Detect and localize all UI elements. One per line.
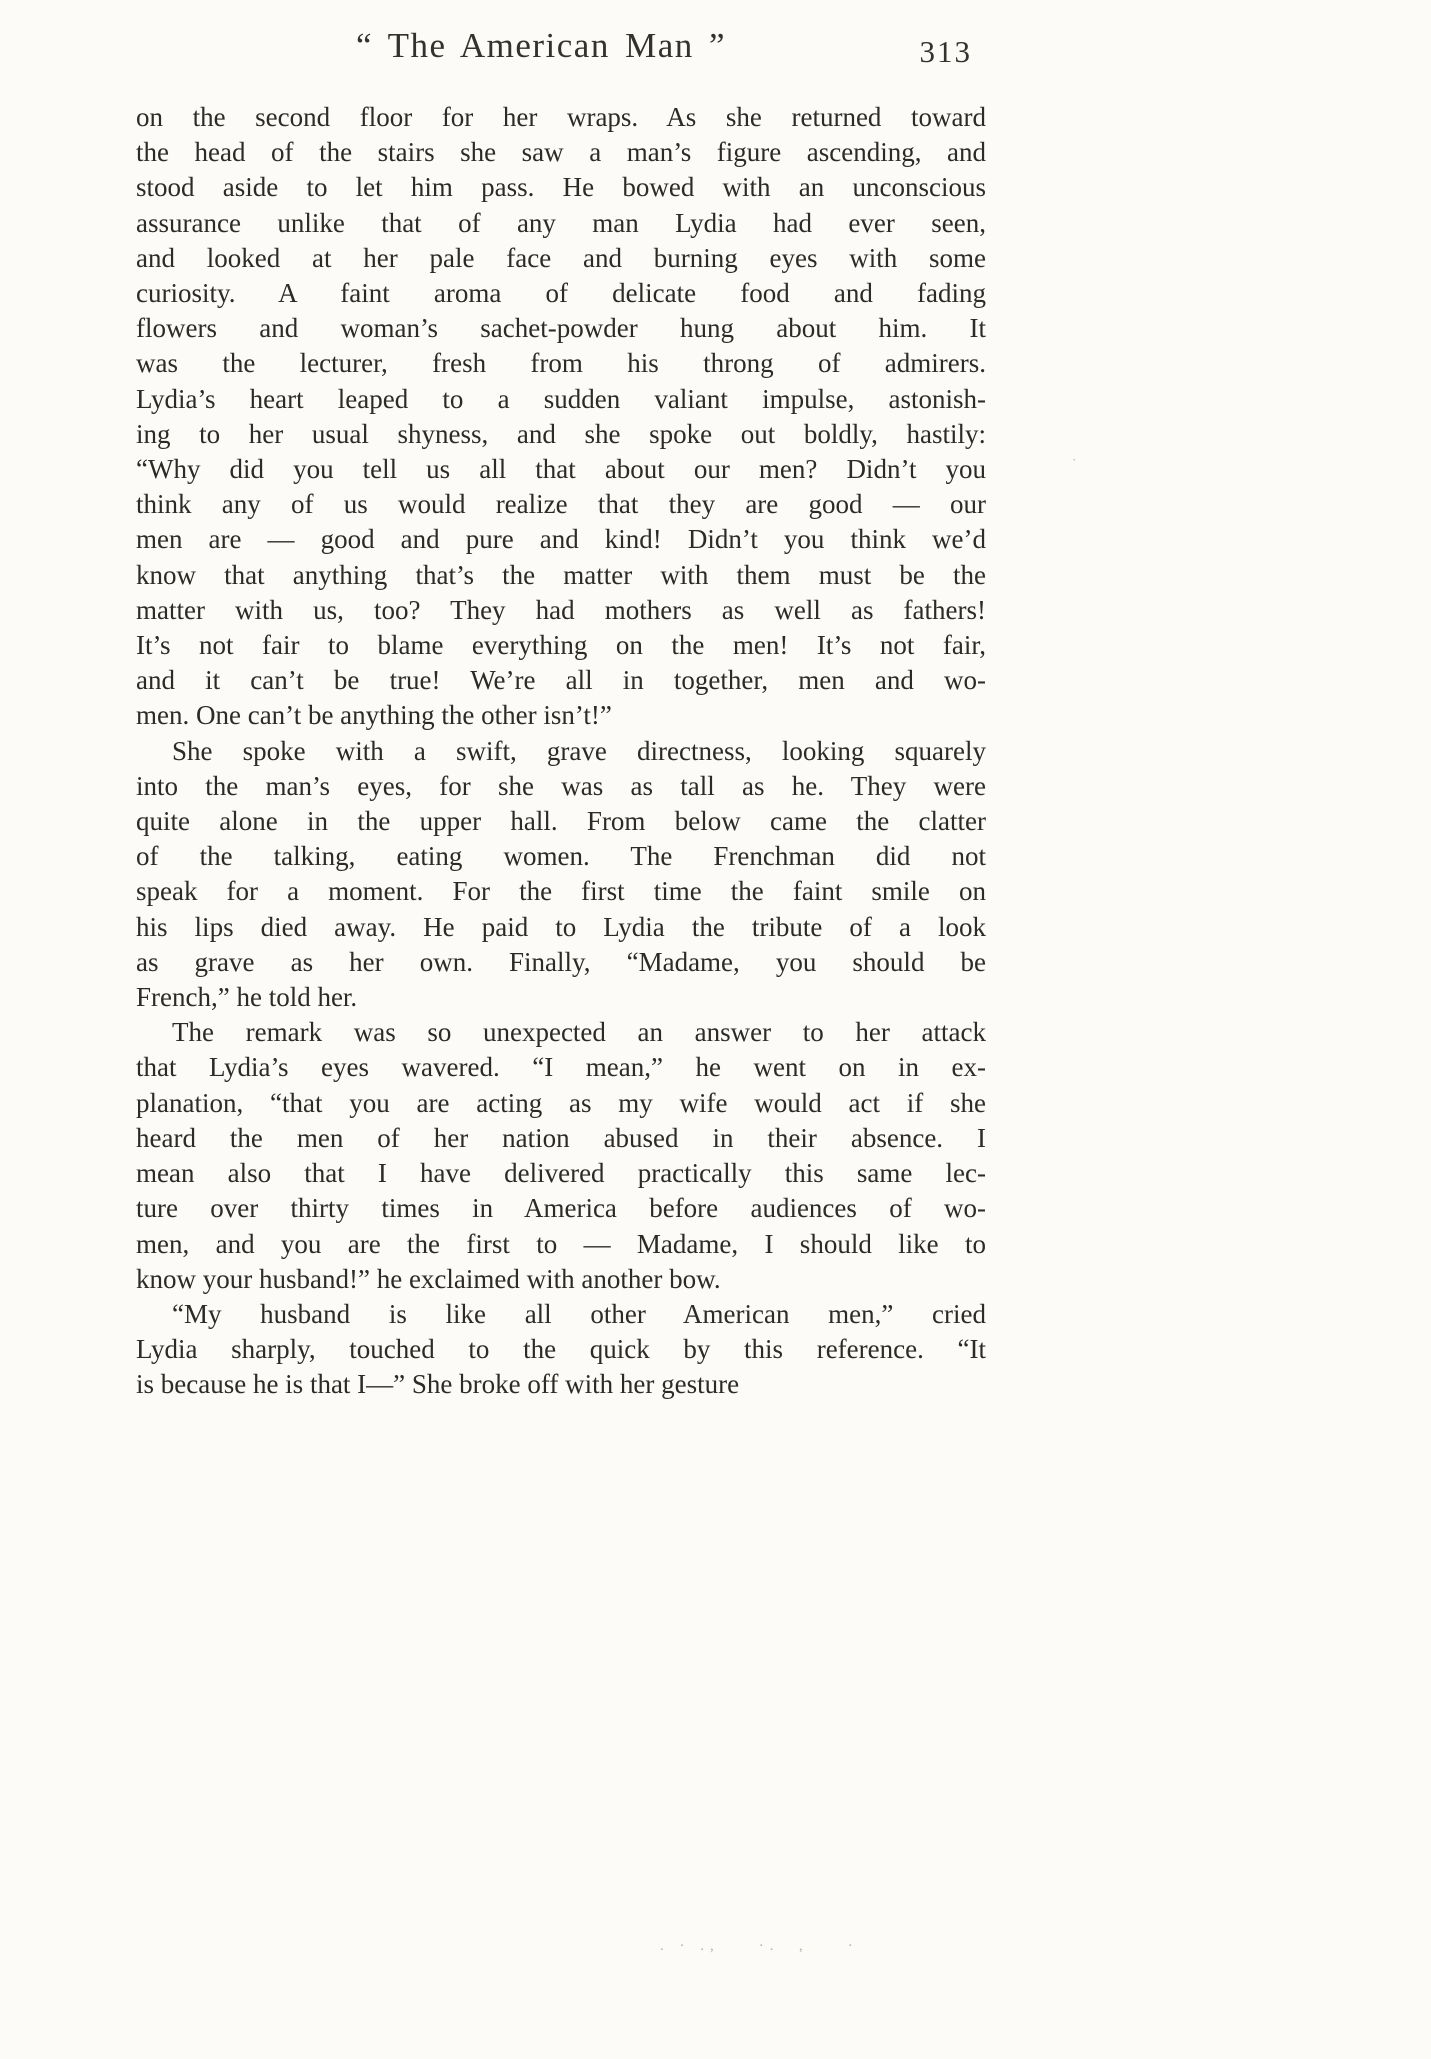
paragraph — [136, 100, 986, 734]
text-line: on the second floor for her wraps. As she returned toward — [136, 102, 986, 132]
scan-speckle-edge: · — [1072, 452, 1083, 467]
text-line: flowers and woman’s sachet-powder hung about him. It — [136, 313, 986, 344]
text-line: matter with us, too? They had mothers as well as fathers! — [136, 594, 986, 625]
text-line: stood aside to let him pass. He bowed with an unconscious — [136, 172, 986, 203]
text-line: It’s not fair to blame everything on the men! It’s not fair, — [136, 630, 986, 661]
page-number: 313 — [919, 34, 972, 69]
text-line: French,” he told her. — [136, 982, 358, 1013]
text-line: and it can’t be true! We’re all in together, men and wo- — [136, 665, 986, 696]
running-title: “ The American Man ” — [355, 26, 727, 65]
text-line: Lydia sharply, touched to the quick by this reference. “It — [136, 1334, 986, 1365]
text-line: as grave as her own. Finally, “Madame, you should be — [136, 946, 986, 977]
paragraph — [136, 734, 986, 1016]
text-line: was the lecturer, fresh from his throng of admirers. — [136, 348, 986, 379]
body-text — [136, 100, 986, 1403]
text-line: that Lydia’s eyes wavered. “I mean,” he went on in ex- — [136, 1052, 986, 1083]
text-line: know your husband!” he exclaimed with another bow. — [136, 1263, 721, 1294]
scan-speckles-bottom: . · ., ·. , · — [660, 1938, 859, 1954]
text-line: Lydia’s heart leaped to a sudden valiant impulse, astonish- — [136, 383, 986, 414]
page-content — [136, 26, 986, 1403]
text-line: men are — good and pure and kind! Didn’t you think we’d — [136, 524, 986, 555]
text-line: men, and you are the first to — Madame, I should like to — [136, 1228, 986, 1259]
text-line: mean also that I have delivered practically this same lec- — [136, 1158, 986, 1189]
text-line: ing to her usual shyness, and she spoke out boldly, hastily: — [136, 418, 986, 449]
text-line: know that anything that’s the matter with them must be the — [136, 559, 986, 590]
text-line: She spoke with a swift, grave directness, looking squarely — [172, 735, 986, 766]
text-line: assurance unlike that of any man Lydia had ever seen, — [136, 207, 986, 238]
text-line: speak for a moment. For the first time the faint smile on — [136, 876, 986, 907]
page-header — [136, 26, 986, 86]
text-line: is because he is that I—” She broke off with her gesture — [136, 1369, 740, 1400]
text-line: planation, “that you are acting as my wife would act if she — [136, 1087, 986, 1118]
paragraph — [136, 1297, 986, 1403]
text-line: his lips died away. He paid to Lydia the tribute of a look — [136, 911, 986, 942]
text-line: “My husband is like all other American men,” cried — [172, 1298, 986, 1329]
text-line: heard the men of her nation abused in their absence. I — [136, 1122, 986, 1153]
text-line: of the talking, eating women. The Frenchman did not — [136, 841, 986, 872]
text-line: into the man’s eyes, for she was as tall as he. They were — [136, 770, 986, 801]
text-line: curiosity. A faint aroma of delicate food and fading — [136, 278, 986, 309]
text-line: the head of the stairs she saw a man’s figure ascending, and — [136, 137, 986, 168]
text-line: think any of us would realize that they are good — our — [136, 489, 986, 520]
paragraph — [136, 1015, 986, 1297]
text-line: men. One can’t be anything the other isn’t!” — [136, 700, 612, 731]
text-line: and looked at her pale face and burning eyes with some — [136, 242, 986, 273]
text-line: The remark was so unexpected an answer to her attack — [172, 1017, 986, 1048]
text-line: “Why did you tell us all that about our men? Didn’t you — [136, 454, 986, 485]
text-line: quite alone in the upper hall. From below came the clatter — [136, 806, 986, 837]
text-line: ture over thirty times in America before audiences of wo- — [136, 1193, 986, 1224]
